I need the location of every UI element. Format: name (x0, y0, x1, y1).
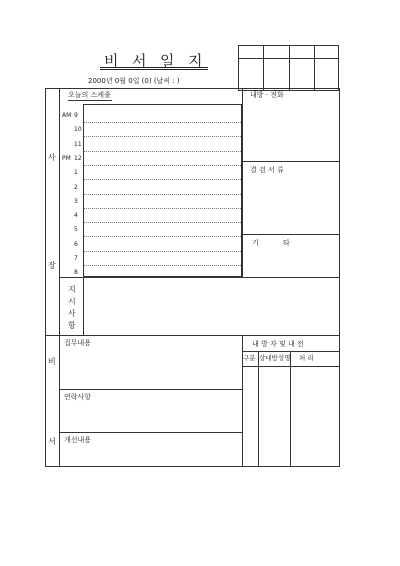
schedule-hour-label: 7 (74, 255, 78, 262)
schedule-slot-line (84, 208, 241, 209)
schedule-slot-line (84, 179, 241, 180)
title-char-4: 지 (188, 52, 203, 70)
schedule-bottom-border (59, 277, 340, 278)
schedule-hour-label: 10 (74, 126, 82, 134)
visitor-call-label: 내방 · 전화 (250, 91, 284, 99)
title-char-3: 일 (160, 52, 175, 70)
approval-col-line (263, 45, 264, 91)
schedule-hour-label: 4 (74, 212, 78, 220)
approval-col-line (289, 45, 290, 91)
visitor-col-name: 상대방성명 (259, 354, 291, 362)
schedule-title-underline (68, 100, 112, 101)
schedule-hour-label: 3 (74, 197, 78, 205)
schedule-hour-label: 6 (74, 240, 78, 248)
schedule-hour-prefix: PM (62, 154, 71, 162)
right-box-divider-1 (242, 161, 340, 162)
secretary-char-bi: 비 (48, 357, 56, 366)
contacts-label: 연락사항 (64, 393, 92, 401)
right-box-divider-2 (242, 234, 340, 235)
visitor-col-2 (290, 351, 291, 467)
secretary-char-seo: 서 (48, 437, 56, 446)
schedule-slot-line (84, 151, 241, 152)
title-char-2: 서 (132, 52, 147, 70)
schedule-title: 오늘의 스케줄 (68, 91, 111, 99)
title-underline-2 (100, 69, 208, 70)
etc-label-right: 타 (283, 239, 290, 247)
schedule-hour-label: 12 (74, 154, 82, 162)
visitor-col-process: 처 리 (299, 354, 314, 362)
title-char-1: 비 (104, 52, 119, 70)
band-char-sa: 사 (48, 153, 56, 162)
schedule-hour-label: 11 (74, 140, 82, 148)
visitor-col-1 (258, 351, 259, 467)
schedule-hour-prefix: AM (62, 112, 72, 119)
review-docs-label: 결 검 서 류 (250, 166, 284, 174)
improvements-label: 개선내용 (64, 436, 92, 444)
duties-divider (59, 389, 242, 390)
visitor-table-header-bottom (242, 366, 340, 367)
duties-label: 집무내용 (64, 339, 92, 347)
schedule-hour-label: 1 (74, 169, 78, 177)
schedule-slot-line (84, 236, 241, 237)
visitor-table-header-top (242, 351, 340, 352)
visitor-table-title: 내 방 자 및 내 전 (252, 340, 304, 348)
visitor-col-type: 구분 (243, 354, 256, 362)
schedule-slot-line (84, 122, 241, 123)
instructions-char-1: 지 (68, 285, 76, 294)
instructions-divider (83, 277, 84, 335)
schedule-right-border (242, 88, 243, 277)
contacts-divider (59, 432, 242, 433)
approval-col-line (314, 45, 315, 91)
band-char-jang: 장 (48, 261, 56, 270)
schedule-slot-line (84, 136, 241, 137)
instructions-char-3: 사 (68, 309, 76, 318)
approval-row-line (238, 58, 339, 59)
schedule-hour-label: 5 (74, 226, 78, 234)
instructions-char-2: 시 (68, 297, 76, 306)
instructions-char-4: 항 (68, 321, 76, 330)
title-underline (100, 67, 208, 68)
schedule-slot-line (84, 165, 241, 166)
secretary-section-top (45, 335, 340, 336)
title-block (100, 48, 210, 68)
etc-label-left: 기 (252, 239, 259, 247)
schedule-hour-label: 8 (74, 269, 78, 277)
schedule-slot-line (84, 265, 241, 266)
schedule-hour-label: 2 (74, 183, 78, 191)
schedule-slot-line (84, 194, 241, 195)
schedule-hour-label: 9 (74, 112, 78, 119)
schedule-slot-line (84, 251, 241, 252)
date-line: 2000년 0월 0일 (0) (날씨 : ) (88, 77, 180, 85)
schedule-slot-line (84, 222, 241, 223)
